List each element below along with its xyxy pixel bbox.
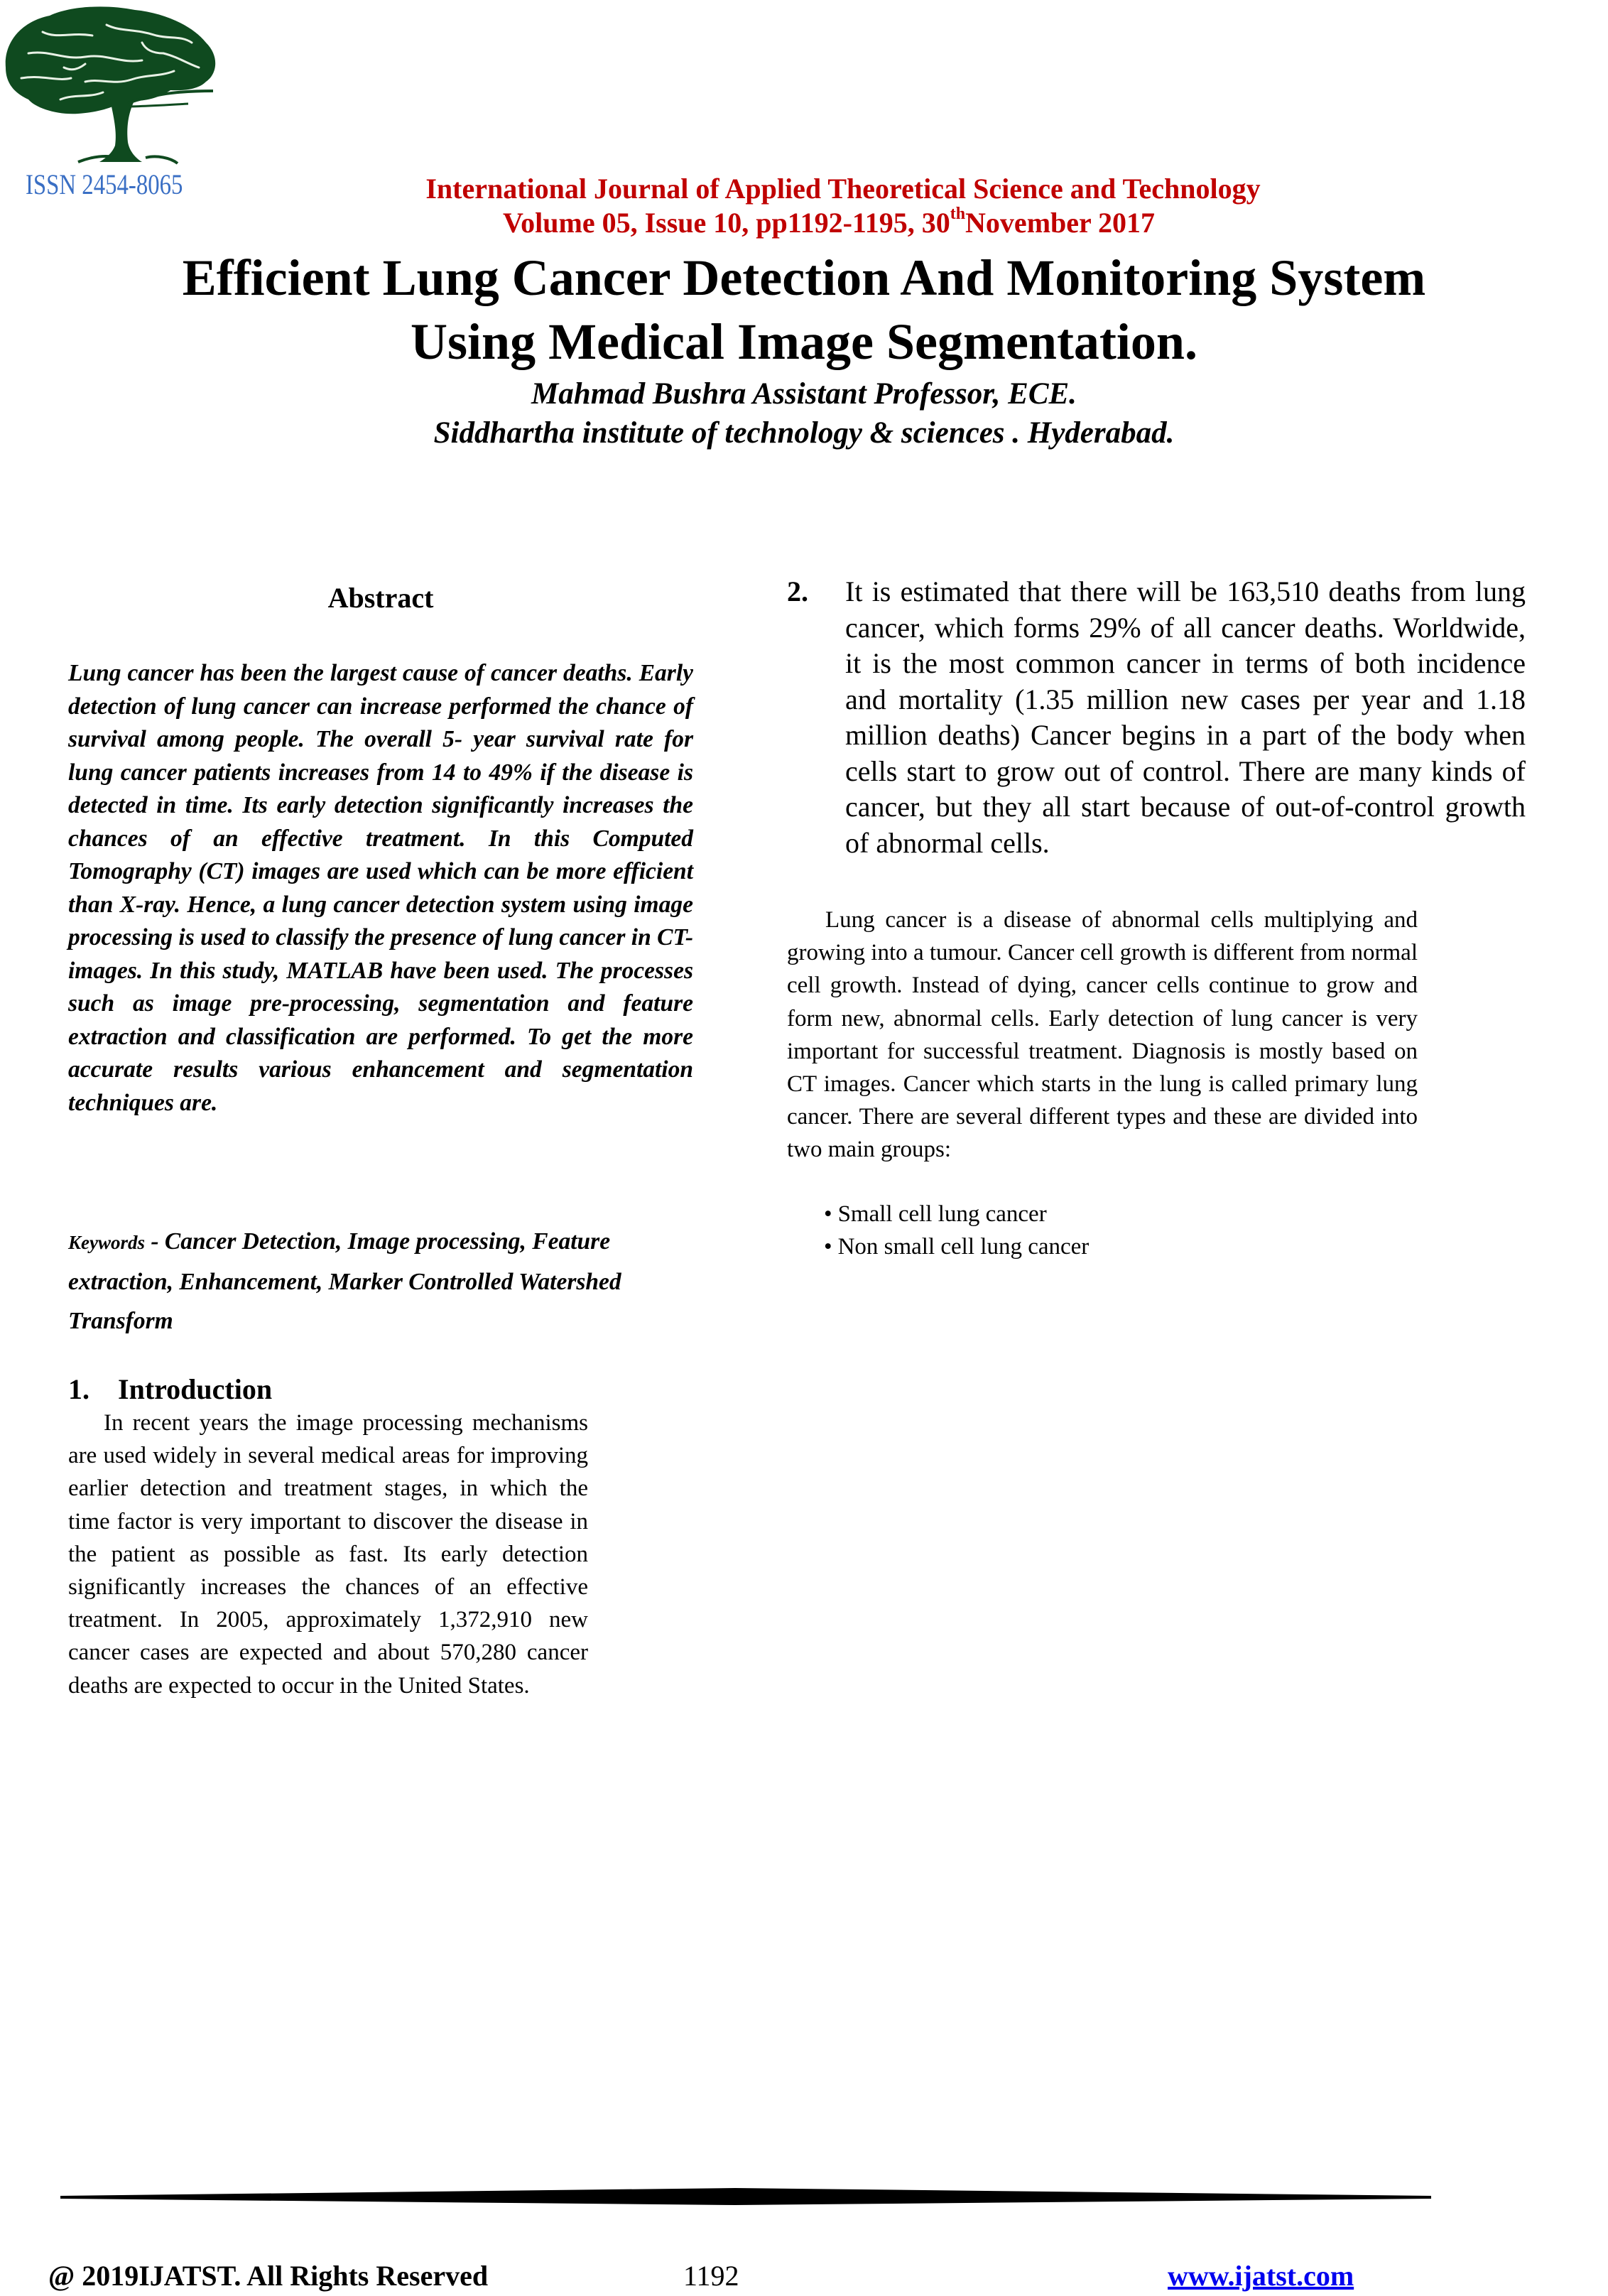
keywords-separator: - xyxy=(145,1228,165,1255)
footer-divider xyxy=(60,2188,1431,2208)
list-item-text: Non small cell lung cancer xyxy=(837,1234,1090,1260)
abstract-body: Lung cancer has been the largest cause of cancer deaths. Early detection of lung cancer can increase performed the chance of survival among people. The overall 5- year survival rate for lung cancer patients increases from 14 to 49% if the disease is detected in time. Its early detection significantly increases the chances of an effective treatment. In this Computed Tomography (CT) images are used which can be more efficient than X-ray. Hence, a lung cancer detection system using image processing is used to classify the presence of lung cancer in CT- images. In this study, MATLAB have been used. The processes such as image pre-processing, segmentation and feature extraction and classification are performed. To get the more accurate results various enhancement and segmentation techniques are. xyxy=(68,660,693,1116)
cancer-types-list xyxy=(824,1198,1089,1263)
keywords-label: Keywords xyxy=(68,1232,145,1253)
ordinal-suffix: th xyxy=(950,205,966,223)
journal-logo xyxy=(0,0,220,199)
page-number: 1192 xyxy=(683,2260,739,2292)
keywords-list: Cancer Detection, Image processing, Feature extraction, Enhancement, Marker Controlled Watershed Transform xyxy=(68,1228,621,1334)
author-name: Mahmad Bushra Assistant Professor, ECE. xyxy=(531,377,1077,411)
paragraph-2-text: It is estimated that there will be 163,510 deaths from lung cancer, which forms 29% of all cancer deaths. Worldwide, it is the most common cancer in terms of both incidence and mortality (1.35 million new cases per year and 1.18 million deaths) Cancer begins in a part of the body when cells start to grow out of control. There are many kinds of cancer, but they all start because of out-of-control growth of abnormal cells. xyxy=(845,575,1526,859)
footer-copyright: @ 2019IJATST. All Rights Reserved xyxy=(48,2260,489,2292)
journal-name: International Journal of Applied Theoretical Science and Technology xyxy=(425,173,1261,205)
volume-text: Volume 05, Issue 10, pp1192-1195, 30 xyxy=(502,207,950,239)
abstract-heading: Abstract xyxy=(327,582,434,614)
section-heading-introduction xyxy=(68,1372,272,1406)
bullet-icon: • xyxy=(824,1234,832,1260)
tree-brain-logo-icon xyxy=(0,0,220,170)
bullet-icon: • xyxy=(824,1201,832,1227)
paragraph-number: 2. xyxy=(787,575,808,607)
list-item-text: Small cell lung cancer xyxy=(837,1201,1047,1227)
lung-cancer-paragraph: Lung cancer is a disease of abnormal cells multiplying and growing into a tumour. Cancer cell growth is different from normal cell growth. Instead of dying, cancer cells continue to grow and form new, abnormal cells. Early detection of lung cancer is very important for successful treatment. Diagnosis is mostly based on CT images. Cancer which starts in the lung is called primary lung cancer. There are several different types and these are divided into two main groups: xyxy=(787,907,1418,1163)
numbered-paragraph-2 xyxy=(787,574,1526,861)
list-item xyxy=(824,1230,1089,1263)
issn-label: ISSN 2454-8065 xyxy=(26,168,183,200)
volume-date: November 2017 xyxy=(965,207,1156,239)
section-number: 1. xyxy=(68,1373,89,1405)
journal-volume-info xyxy=(0,206,1608,239)
website-link[interactable]: www.ijatst.com xyxy=(1168,2260,1354,2292)
author-affiliation: Siddhartha institute of technology & sciences . Hyderabad. xyxy=(433,416,1175,450)
introduction-body: In recent years the image processing mechanisms are used widely in several medical areas for improving earlier detection and treatment stages, in which the time factor is very important to discover the disease in the patient as possible as fast. Its early detection significantly increases the chances of an effective treatment. In 2005, approximately 1,372,910 new cancer cases are expected and about 570,280 cancer deaths are expected to occur in the United States. xyxy=(68,1410,588,1699)
paper-title-line-2: Using Medical Image Segmentation. xyxy=(411,313,1197,370)
list-item xyxy=(824,1198,1089,1230)
keywords xyxy=(68,1222,693,1341)
paper-title-line-1: Efficient Lung Cancer Detection And Monitoring System xyxy=(182,249,1426,306)
section-title: Introduction xyxy=(118,1373,273,1405)
